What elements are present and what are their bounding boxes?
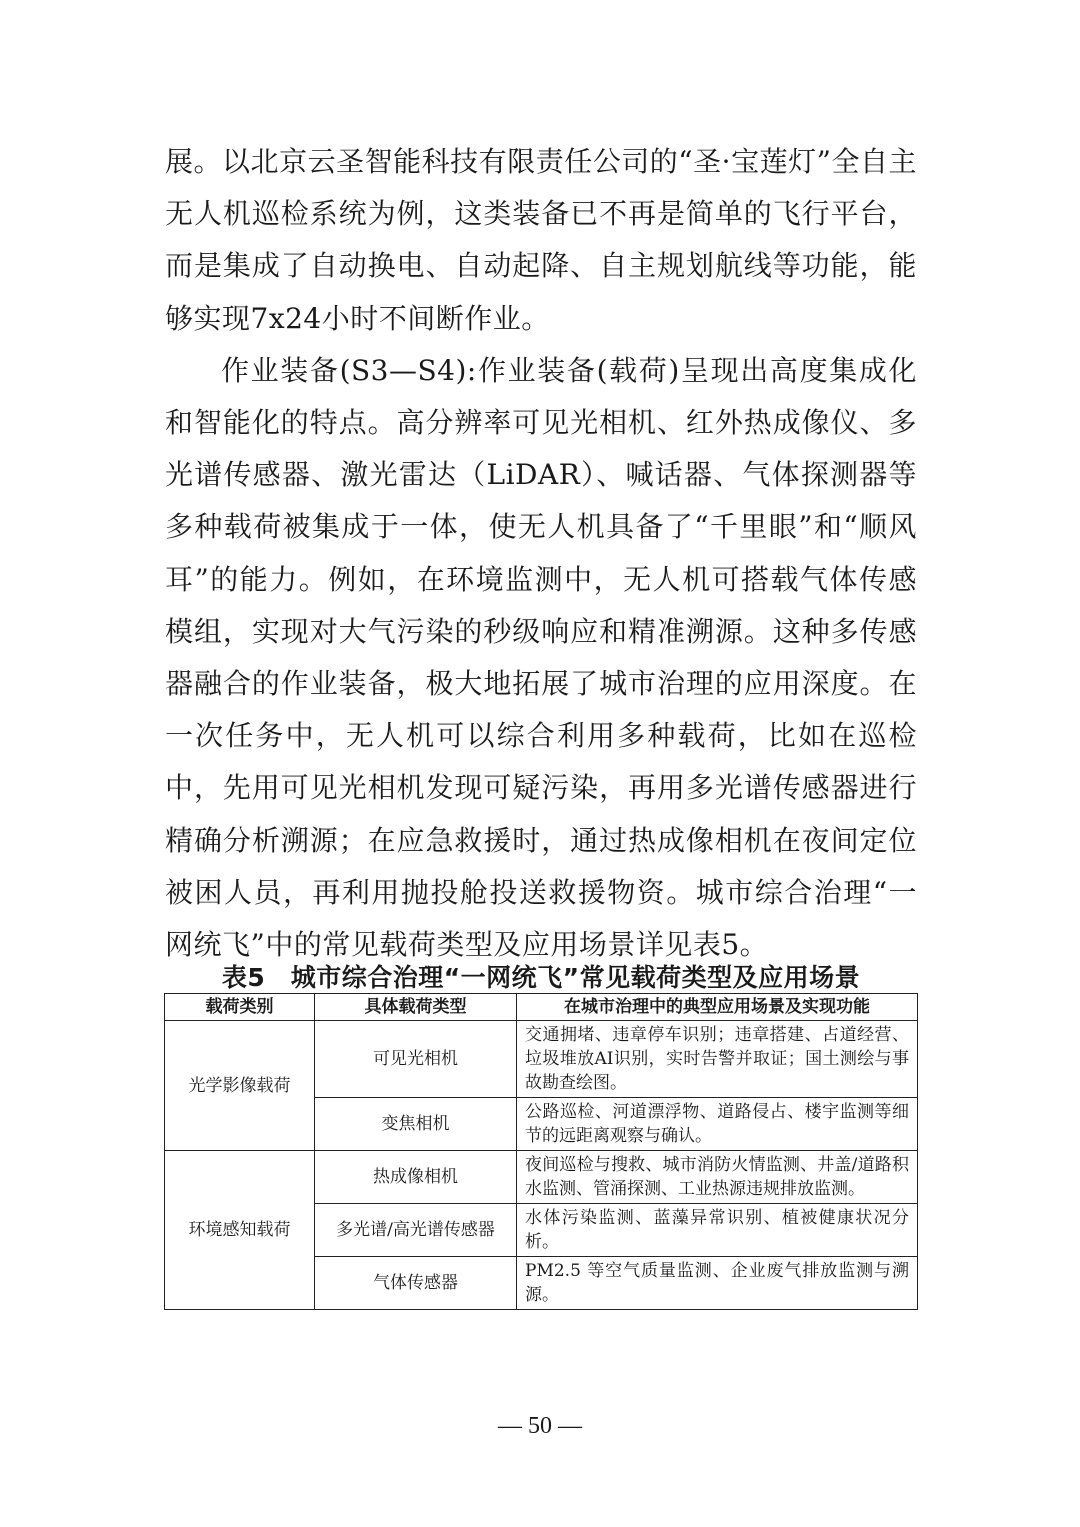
type-cell: 可见光相机 (315, 1021, 517, 1098)
payload-table (164, 993, 918, 1310)
table-row (165, 1151, 918, 1204)
table-header-row (165, 994, 918, 1021)
scene-cell: 交通拥堵、违章停车识别；违章搭建、占道经营、垃圾堆放AI识别，实时告警并取证；国土测绘与事故勘查绘图。 (517, 1021, 918, 1098)
body-text (165, 136, 917, 971)
paragraph-1: 展。以北京云圣智能科技有限责任公司的“圣·宝莲灯”全自主无人机巡检系统为例，这类装备已不再是简单的飞行平台，而是集成了自动换电、自动起降、自主规划航线等功能，能够实现7x24小时不间断作业。 (165, 145, 917, 335)
scene-cell: PM2.5 等空气质量监测、企业废气排放监测与溯源。 (517, 1257, 918, 1310)
table-row (165, 1021, 918, 1098)
header-scene: 在城市治理中的典型应用场景及实现功能 (517, 994, 918, 1021)
page-number: — 50 — (498, 1413, 582, 1439)
paragraph-2: 作业装备(S3—S4):作业装备(载荷)呈现出高度集成化和智能化的特点。高分辨率可见光相机、红外热成像仪、多光谱传感器、激光雷达（LiDAR）、喊话器、气体探测器等多种载荷被集成于一体，使无人机具备了“千里眼”和“顺风耳”的能力。例如，在环境监测中，无人机可搭载气体传感模组，实现对大气污染的秒级响应和精准溯源。这种多传感器融合的作业装备，极大地拓展了城市治理的应用深度。在一次任务中，无人机可以综合利用多种载荷，比如在巡检中，先用可见光相机发现可疑污染，再用多光谱传感器进行精确分析溯源；在应急救援时，通过热成像相机在夜间定位被困人员，再利用抛投舱投送救援物资。城市综合治理“一网统飞”中的常见载荷类型及应用场景详见表5。 (165, 353, 917, 962)
category-cell: 环境感知载荷 (165, 1151, 315, 1310)
scene-cell: 水体污染监测、蓝藻异常识别、植被健康状况分析。 (517, 1204, 918, 1257)
header-category: 载荷类别 (165, 994, 315, 1021)
scene-cell: 夜间巡检与搜救、城市消防火情监测、井盖/道路积水监测、管涌探测、工业热源违规排放监测。 (517, 1151, 918, 1204)
category-cell: 光学影像载荷 (165, 1021, 315, 1151)
type-cell: 热成像相机 (315, 1151, 517, 1204)
header-type: 具体载荷类型 (315, 994, 517, 1021)
type-cell: 气体传感器 (315, 1257, 517, 1310)
scene-cell: 公路巡检、河道漂浮物、道路侵占、楼宇监测等细节的远距离观察与确认。 (517, 1098, 918, 1151)
type-cell: 多光谱/高光谱传感器 (315, 1204, 517, 1257)
table-title: 表5 城市综合治理“一网统飞”常见载荷类型及应用场景 (221, 963, 861, 992)
type-cell: 变焦相机 (315, 1098, 517, 1151)
